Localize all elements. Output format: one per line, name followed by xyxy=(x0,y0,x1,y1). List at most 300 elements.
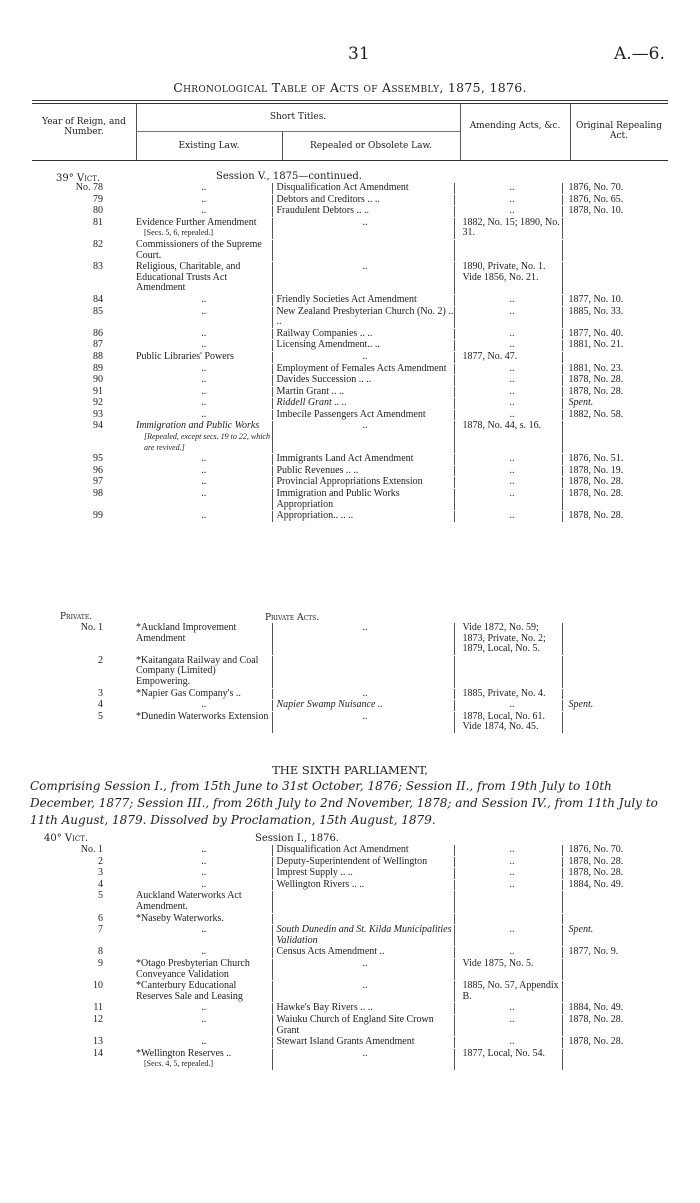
amending-acts-text: .. xyxy=(509,339,515,351)
act-number-text: 86 xyxy=(93,327,103,339)
existing-law-text: Religious, Charitable, and Educational Trusts Act Amendment xyxy=(136,261,241,294)
original-repealing-act xyxy=(562,925,680,946)
amending-acts-text: .. xyxy=(509,408,515,420)
existing-law xyxy=(130,240,272,261)
existing-law-text: .. xyxy=(201,476,207,488)
repealed-law xyxy=(272,477,454,488)
original-repealing-act xyxy=(562,1015,680,1036)
repealed-law-text: Stewart Island Grants Amendment xyxy=(276,1036,415,1048)
table-row xyxy=(0,262,680,294)
table-row xyxy=(0,410,680,421)
repealed-law-text: .. xyxy=(362,261,368,273)
act-number-text: 3 xyxy=(98,867,103,879)
original-repealing-act xyxy=(562,240,680,261)
act-number-text: 95 xyxy=(93,453,103,465)
repealed-law-text: .. xyxy=(362,420,368,432)
existing-law-text: Evidence Further Amendment xyxy=(136,216,257,228)
amending-acts xyxy=(454,466,562,477)
amending-acts xyxy=(454,868,562,879)
page-number: 31 xyxy=(348,44,370,64)
repealed-law-text: Licensing Amendment.. .. xyxy=(276,339,380,351)
repealed-law xyxy=(272,340,454,351)
act-number-text: No. 1 xyxy=(80,844,103,855)
repealed-law-text: Railway Companies .. .. xyxy=(276,327,373,339)
repealed-law xyxy=(272,218,454,239)
amending-acts xyxy=(454,454,562,465)
original-repealing-act xyxy=(562,1003,680,1014)
original-repealing-act xyxy=(562,195,680,206)
act-number xyxy=(0,868,130,879)
repealed-law-text: Employment of Females Acts Amendment xyxy=(276,362,447,374)
original-repealing-act-text: 1877, No. 10. xyxy=(568,293,624,305)
original-repealing-act-text: 1882, No. 58. xyxy=(568,408,624,420)
existing-law xyxy=(130,262,272,294)
original-repealing-act xyxy=(562,454,680,465)
amending-acts-text: .. xyxy=(509,385,515,397)
amending-acts-text: .. xyxy=(509,397,515,409)
repealed-law xyxy=(272,352,454,363)
table-row xyxy=(0,623,680,655)
original-repealing-act xyxy=(562,489,680,510)
amending-acts xyxy=(454,857,562,868)
amending-acts-text: 1890, Private, No. 1. Vide 1856, No. 21. xyxy=(462,261,546,283)
original-repealing-act-text: 1881, No. 21. xyxy=(568,339,624,351)
header-divider xyxy=(460,104,461,160)
original-repealing-act xyxy=(562,947,680,958)
existing-law xyxy=(130,700,272,711)
act-number xyxy=(0,375,130,386)
existing-law xyxy=(130,454,272,465)
repealed-law xyxy=(272,656,454,688)
original-repealing-act xyxy=(562,218,680,239)
existing-law-text: .. xyxy=(201,946,207,958)
existing-law xyxy=(130,880,272,891)
act-number xyxy=(0,466,130,477)
existing-law xyxy=(130,857,272,868)
amending-acts-text: .. xyxy=(509,510,515,522)
table-row xyxy=(0,868,680,879)
amending-acts xyxy=(454,511,562,522)
existing-law xyxy=(130,891,272,912)
original-repealing-act xyxy=(562,868,680,879)
parliament-description: Comprising Session I., from 15th June to 31st October, 1876; Session II., from 19th July to 10th December, 1877; Session III., from 26th July to 2nd November, 1878; and Session IV., from 11th July to 11th August, 1879. Dissolved by Proclamation, 15th August, 1879. xyxy=(30,779,658,827)
act-number-text: 9 xyxy=(98,957,103,969)
existing-law-text: .. xyxy=(201,924,207,936)
original-repealing-act-text: 1876, No. 51. xyxy=(568,453,624,465)
original-repealing-act-text: Spent. xyxy=(568,699,594,711)
acts-table-1876 xyxy=(0,845,680,1071)
act-number xyxy=(0,623,130,655)
amending-acts-text: 1877, Local, No. 54. xyxy=(462,1047,545,1059)
existing-law xyxy=(130,329,272,340)
existing-law-text: .. xyxy=(201,374,207,386)
act-number xyxy=(0,398,130,409)
existing-law-text: Public Libraries' Powers xyxy=(136,350,234,362)
table-row xyxy=(0,240,680,261)
repealed-law xyxy=(272,240,454,261)
table-row xyxy=(0,914,680,925)
act-number xyxy=(0,240,130,261)
repealed-law xyxy=(272,947,454,958)
amending-acts-text: .. xyxy=(509,488,515,500)
act-number xyxy=(0,857,130,868)
table-row xyxy=(0,340,680,351)
amending-acts-text: .. xyxy=(509,374,515,386)
act-number-text: 97 xyxy=(93,476,103,488)
act-number xyxy=(0,845,130,856)
existing-law xyxy=(130,914,272,925)
amending-acts xyxy=(454,218,562,239)
original-repealing-act-text: 1878, No. 28. xyxy=(568,1013,624,1025)
table-row xyxy=(0,454,680,465)
original-repealing-act xyxy=(562,857,680,868)
amending-acts-text: .. xyxy=(509,476,515,488)
table-row xyxy=(0,656,680,688)
original-repealing-act-text: 1878, No. 28. xyxy=(568,374,624,386)
table-row xyxy=(0,307,680,328)
table-row xyxy=(0,712,680,733)
existing-law xyxy=(130,375,272,386)
existing-law xyxy=(130,868,272,879)
repealed-law xyxy=(272,262,454,294)
existing-law xyxy=(130,511,272,522)
page-title: Chronological Table of Acts of Assembly, 1875, 1876. xyxy=(173,80,527,95)
amending-acts xyxy=(454,183,562,194)
act-number-text: 96 xyxy=(93,464,103,476)
repealed-law xyxy=(272,387,454,398)
amending-acts xyxy=(454,398,562,409)
existing-law xyxy=(130,1049,272,1070)
existing-law xyxy=(130,981,272,1002)
existing-law xyxy=(130,295,272,306)
repealed-law-text: Debtors and Creditors .. .. xyxy=(276,193,380,205)
act-number-text: 5 xyxy=(98,890,103,902)
amending-acts-text: .. xyxy=(509,946,515,958)
original-repealing-act xyxy=(562,477,680,488)
amending-acts xyxy=(454,712,562,733)
table-row xyxy=(0,364,680,375)
repealed-law xyxy=(272,410,454,421)
act-number-text: 88 xyxy=(93,350,103,362)
repealed-law xyxy=(272,295,454,306)
amending-acts xyxy=(454,959,562,980)
original-repealing-act-text: 1877, No. 9. xyxy=(568,946,619,958)
amending-acts xyxy=(454,421,562,453)
repealed-law xyxy=(272,1037,454,1048)
existing-law xyxy=(130,195,272,206)
amending-acts-text: .. xyxy=(509,924,515,936)
amending-acts xyxy=(454,1003,562,1014)
amending-acts xyxy=(454,1015,562,1036)
table-row xyxy=(0,387,680,398)
repealed-law xyxy=(272,868,454,879)
original-repealing-act xyxy=(562,398,680,409)
act-number-text: 11 xyxy=(93,1002,103,1014)
amending-acts xyxy=(454,307,562,328)
repealed-law-text: New Zealand Presbyterian Church (No. 2) .. .. xyxy=(276,305,454,328)
original-repealing-act-text: 1877, No. 40. xyxy=(568,327,624,339)
repealed-law-text: Waiuku Church of England Site Crown Grant xyxy=(276,1013,434,1036)
original-repealing-act-text: 1878, No. 28. xyxy=(568,867,624,879)
table-row xyxy=(0,845,680,856)
act-number-text: 2 xyxy=(98,855,103,867)
existing-law xyxy=(130,307,272,328)
act-number-text: 12 xyxy=(93,1013,103,1025)
original-repealing-act-text: 1876, No. 70. xyxy=(568,182,624,193)
existing-law xyxy=(130,1015,272,1036)
repealed-law-text: .. xyxy=(362,1047,368,1059)
act-number xyxy=(0,340,130,351)
table-row xyxy=(0,857,680,868)
row-spacer xyxy=(0,522,680,523)
table-row xyxy=(0,981,680,1002)
header-top-rule-2 xyxy=(32,103,668,104)
table-row xyxy=(0,1015,680,1036)
amending-acts-text: .. xyxy=(509,327,515,339)
table-row xyxy=(0,689,680,700)
section1-session-heading: Session V., 1875—continued. xyxy=(216,171,362,182)
amending-acts xyxy=(454,410,562,421)
repealed-law xyxy=(272,700,454,711)
existing-law-text: Commissioners of the Supreme Court. xyxy=(136,238,262,261)
original-repealing-act-text: 1876, No. 65. xyxy=(568,193,624,205)
act-number-text: 90 xyxy=(93,374,103,386)
repealed-law-text: Fraudulent Debtors .. .. xyxy=(276,205,369,217)
act-number xyxy=(0,421,130,453)
existing-law-text: .. xyxy=(201,397,207,409)
section2-session-heading: Session I., 1876. xyxy=(255,833,339,844)
act-number-text: 92 xyxy=(93,397,103,409)
act-number xyxy=(0,1049,130,1070)
amending-acts xyxy=(454,352,562,363)
act-number-text: 83 xyxy=(93,261,103,273)
table-row xyxy=(0,183,680,194)
act-number xyxy=(0,262,130,294)
repealed-law-text: Wellington Rivers .. .. xyxy=(276,878,365,890)
original-repealing-act-text: 1876, No. 70. xyxy=(568,844,624,855)
amending-acts xyxy=(454,262,562,294)
act-number xyxy=(0,489,130,510)
act-number xyxy=(0,206,130,217)
repealed-law xyxy=(272,183,454,194)
act-number xyxy=(0,295,130,306)
repealed-law xyxy=(272,623,454,655)
original-repealing-act xyxy=(562,1049,680,1070)
existing-law-text: .. xyxy=(201,408,207,420)
repealed-law xyxy=(272,206,454,217)
act-number xyxy=(0,914,130,925)
table-row xyxy=(0,925,680,946)
existing-law-text: *Dunedin Waterworks Extension xyxy=(136,710,269,722)
amending-acts xyxy=(454,700,562,711)
amending-acts xyxy=(454,489,562,510)
original-repealing-act xyxy=(562,981,680,1002)
existing-law-note: [Repealed, except secs. 19 to 22, which are revived.] xyxy=(144,432,270,452)
existing-law-text: .. xyxy=(201,844,207,855)
amending-acts xyxy=(454,845,562,856)
table-row xyxy=(0,489,680,510)
existing-law xyxy=(130,1003,272,1014)
existing-law-text: .. xyxy=(201,193,207,205)
repealed-law-text: .. xyxy=(362,957,368,969)
act-number xyxy=(0,925,130,946)
original-repealing-act xyxy=(562,511,680,522)
original-repealing-act-text: 1878, No. 28. xyxy=(568,855,624,867)
amending-acts-text: .. xyxy=(509,867,515,879)
repealed-law-text: .. xyxy=(362,350,368,362)
repealed-law-text: Friendly Societies Act Amendment xyxy=(276,293,417,305)
amending-acts xyxy=(454,477,562,488)
amending-acts-text: .. xyxy=(509,878,515,890)
existing-law-text: .. xyxy=(201,867,207,879)
act-number-text: 87 xyxy=(93,339,103,351)
act-number xyxy=(0,329,130,340)
existing-law-text: *Wellington Reserves .. xyxy=(136,1047,232,1059)
repealed-law-text: Martin Grant .. .. xyxy=(276,385,344,397)
act-number-text: 14 xyxy=(93,1047,103,1059)
act-number xyxy=(0,454,130,465)
existing-law xyxy=(130,712,272,733)
original-repealing-act-text: 1885, No. 33. xyxy=(568,305,624,317)
amending-acts-text: 1877, No. 47. xyxy=(462,350,518,362)
repealed-law xyxy=(272,689,454,700)
act-number-text: 4 xyxy=(98,878,103,890)
amending-acts-text: .. xyxy=(509,844,515,855)
amending-acts-text: .. xyxy=(509,305,515,317)
repealed-law-text: Public Revenues .. .. xyxy=(276,464,359,476)
amending-acts xyxy=(454,364,562,375)
amending-acts-text: 1882, No. 15; 1890, No. 31. xyxy=(462,216,560,239)
original-repealing-act xyxy=(562,183,680,194)
document-reference: A.—6. xyxy=(614,44,665,64)
existing-law-text: .. xyxy=(201,293,207,305)
existing-law-text: *Auckland Improvement Amendment xyxy=(136,622,237,644)
amending-acts-text: .. xyxy=(509,362,515,374)
repealed-law xyxy=(272,307,454,328)
act-number-text: 10 xyxy=(93,980,103,992)
repealed-law xyxy=(272,375,454,386)
act-number xyxy=(0,218,130,239)
existing-law-text: .. xyxy=(201,327,207,339)
repealed-law-text: .. xyxy=(362,622,368,633)
repealed-law xyxy=(272,891,454,912)
repealed-law xyxy=(272,857,454,868)
repealed-law xyxy=(272,880,454,891)
original-repealing-act-text: Spent. xyxy=(568,397,594,409)
table-row xyxy=(0,375,680,386)
amending-acts xyxy=(454,947,562,958)
table-row xyxy=(0,421,680,453)
table-row xyxy=(0,880,680,891)
amending-acts-text: .. xyxy=(509,182,515,193)
existing-law-text: .. xyxy=(201,510,207,522)
act-number xyxy=(0,959,130,980)
original-repealing-act xyxy=(562,307,680,328)
section1-year-label: 39° Vict. xyxy=(56,173,101,184)
act-number-text: 5 xyxy=(98,710,103,722)
amending-acts xyxy=(454,891,562,912)
existing-law-text: .. xyxy=(201,305,207,317)
original-repealing-act xyxy=(562,623,680,655)
act-number xyxy=(0,891,130,912)
original-repealing-act xyxy=(562,466,680,477)
private-acts-table xyxy=(0,623,680,734)
repealed-law xyxy=(272,845,454,856)
repealed-law-text: South Dunedin and St. Kilda Municipalities Validation xyxy=(276,924,452,946)
repealed-law-text: Riddell Grant .. .. xyxy=(276,397,347,409)
existing-law-text: Immigration and Public Works xyxy=(136,420,260,432)
existing-law-text: Auckland Waterworks Act Amendment. xyxy=(136,890,242,912)
act-number-text: 80 xyxy=(93,205,103,217)
original-repealing-act-text: 1878, No. 10. xyxy=(568,205,624,217)
col-header-existing: Existing Law. xyxy=(178,141,240,151)
act-number xyxy=(0,307,130,328)
amending-acts xyxy=(454,914,562,925)
table-row xyxy=(0,1003,680,1014)
act-number-text: 82 xyxy=(93,238,103,250)
amending-acts-text: .. xyxy=(509,293,515,305)
original-repealing-act-text: 1878, No. 28. xyxy=(568,510,624,522)
act-number-text: 13 xyxy=(93,1036,103,1048)
original-repealing-act xyxy=(562,329,680,340)
private-acts-heading: Private Acts. xyxy=(265,613,320,623)
table-row xyxy=(0,959,680,980)
act-number xyxy=(0,352,130,363)
existing-law-text: .. xyxy=(201,182,207,193)
act-number xyxy=(0,195,130,206)
act-number xyxy=(0,689,130,700)
original-repealing-act xyxy=(562,959,680,980)
repealed-law-text: Appropriation.. .. .. xyxy=(276,510,354,522)
repealed-law-text: .. xyxy=(362,980,368,992)
existing-law xyxy=(130,340,272,351)
table-row xyxy=(0,352,680,363)
table-row xyxy=(0,218,680,239)
original-repealing-act-text: 1881, No. 23. xyxy=(568,362,624,374)
existing-law-text: .. xyxy=(201,1013,207,1025)
original-repealing-act xyxy=(562,410,680,421)
amending-acts xyxy=(454,1049,562,1070)
amending-acts-text: .. xyxy=(509,699,515,711)
act-number-text: No. 1 xyxy=(80,622,103,633)
amending-acts-text: Vide 1872, No. 59; 1873, Private, No. 2; 1879, Local, No. 5. xyxy=(462,622,546,655)
existing-law-text: .. xyxy=(201,464,207,476)
act-number-text: 99 xyxy=(93,510,103,522)
existing-law xyxy=(130,477,272,488)
table-row xyxy=(0,947,680,958)
amending-acts xyxy=(454,1037,562,1048)
original-repealing-act xyxy=(562,845,680,856)
existing-law xyxy=(130,206,272,217)
act-number xyxy=(0,880,130,891)
amending-acts-text: .. xyxy=(509,1036,515,1048)
col-header-short-titles: Short Titles. xyxy=(269,112,327,122)
original-repealing-act xyxy=(562,421,680,453)
short-titles-rule xyxy=(136,131,460,132)
amending-acts-text: .. xyxy=(509,453,515,465)
act-number-text: 89 xyxy=(93,362,103,374)
existing-law xyxy=(130,352,272,363)
original-repealing-act xyxy=(562,712,680,733)
original-repealing-act-text: 1878, No. 28. xyxy=(568,476,624,488)
existing-law xyxy=(130,183,272,194)
original-repealing-act-text: 1884, No. 49. xyxy=(568,878,624,890)
repealed-law xyxy=(272,364,454,375)
repealed-law-text: Provincial Appropriations Extension xyxy=(276,476,423,488)
original-repealing-act xyxy=(562,1037,680,1048)
amending-acts-text: 1878, No. 44, s. 16. xyxy=(462,420,542,432)
repealed-law-text: Napier Swamp Nuisance .. xyxy=(276,699,383,711)
